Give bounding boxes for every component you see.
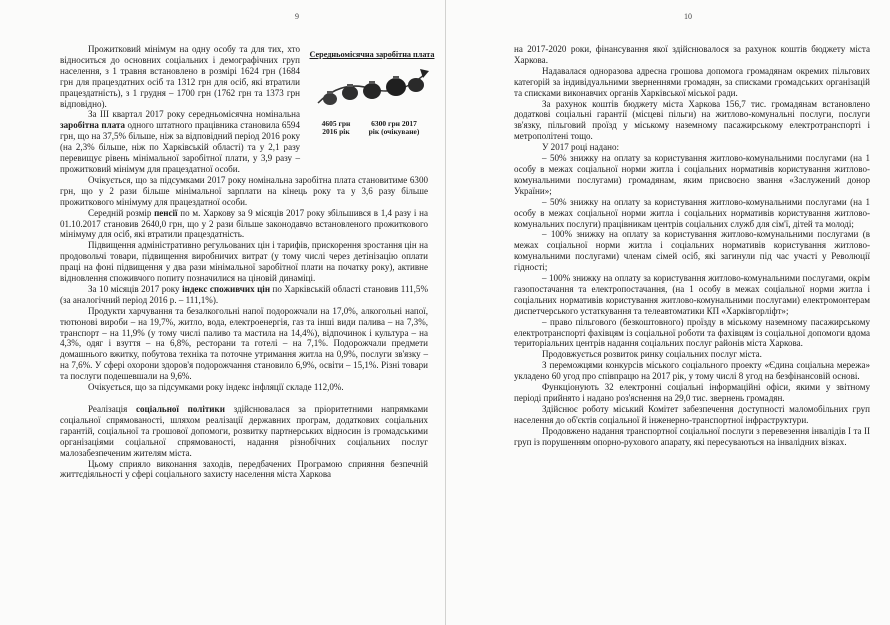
paragraph: У 2017 році надано: (542, 142, 620, 153)
paragraph: За ІІІ квартал 2017 року середньомісячна номінальна заробітна плата одного штатного працівника становила 6594 грн, що на 37,5% більше, ніж за відповідний період 2016 року (на 2,3% більше, ніж по Харківській області) та у 2,1 разу перевищує рівень мінімальної заробітної плати, у 3,9 разу – прожитковий мінімум для працездатної особи. (60, 109, 300, 174)
page-number: 10 (684, 12, 692, 21)
paragraph: За 10 місяців 2017 року індекс споживчих цін по Харківській області становив 111,5% (за аналогічний період 2016 р. – 111,1%). (60, 283, 428, 305)
paragraph: Функціонують 32 електронні соціальні інформаційні офіси, якими у звітному періоді прийнято і надано роз'яснення на 29,0 тис. звернень громадян. (514, 382, 870, 403)
list-item: – право пільгового (безкоштовного) проїзду в міському наземному пасажирському електротранспорті фахівцям із соціальної роботи та фахівцям із соціальної допомоги вдома територіальних центрів надання соціальних послуг районів міста Харкова. (514, 316, 870, 349)
paragraph: Реалізація соціальної політики здійснювалася за пріоритетними напрямками соціальної спрямованості, шляхом реалізації державних програм, додаткових соціальних гарантій, соціальної та грошової допомоги, розвитку партнерських відносин із громадськими організаціями соціальної спрямованості, надання різнобічних соціальних послуг малозабезпеченим жителям міста. (60, 404, 429, 458)
paragraph: Підвищення адміністративно регульованих цін і тарифів, прискорення зростання цін на продовольчі товари, підвищення виробничих витрат (у тому числі через детінізацію оплати праці на фоні підвищення у два рази мінімальної заробітної плати на початку року), активне відновлення споживчого попиту позначилися на ціновій динаміці. (60, 240, 428, 284)
paragraph: Очікується, що за підсумками 2017 року номінальна заробітна плата становитиме 6300 грн, що у 2 рази більше мінімальної зарплати на кінець року та у 3,6 разу більше прожиткового мінімуму для працездатної особи. (60, 174, 428, 207)
infographic-title: Середньомісячна заробітна плата (309, 50, 435, 59)
left-page-text (60, 44, 435, 480)
label-2016: 4605 грн 2016 рік (321, 119, 351, 137)
paragraph: Прожитковий мінімум на одну особу та для тих, хто відноситься до основних соціальних і демографічних груп населення, з 1 травня встановлено в розмірі 1624 грн (1684 грн для працездатних осіб та 1312 грн для осіб, які втратили працездатність), з 1 грудня – 1700 грн (1762 грн та 1373 грн відповідно). (60, 44, 300, 109)
paragraph: За рахунок коштів бюджету міста Харкова 156,7 тис. громадянам встановлено додаткові соціальні гарантії (місцеві пільги) на житлово-комунальні послуги, послуги зв'язку, пільговий проїзд у міському наземному пасажирському електротранспорті і метрополітені тощо. (514, 98, 870, 142)
page-number: 9 (295, 12, 299, 21)
paragraph: Продовжено надання транспортної соціальної послуги з перевезення інвалідів І та ІІ груп із порушенням опорно-рухового апарату, які пересуваються на інвалідних візках. (514, 425, 870, 447)
paragraph: З переможцями конкурсів міського соціального проекту «Єдина соціальна мережа» укладено 60 угод про співпрацю на 2017 рік, у тому числі 8 угод на безфінансовій основі. (514, 360, 870, 382)
paragraph: Надавалася одноразова адресна грошова допомога громадянам окремих пільгових категорій за індивідуальними зверненнями громадян, за списками громадських організацій та списками виконавчих органів Харківської міської ради. (514, 65, 870, 98)
right-page-text (514, 44, 870, 448)
list-item: – 100% знижку на оплату за користування житлово-комунальними послугами (в межах соціальної норми житла і соціальних нормативів користування житлово-комунальними послугами) членам сімей осіб, які загинули під час участі у Революції гідності; (514, 229, 870, 273)
paragraph: Продукти харчування та безалкогольні напої подорожчали на 17,0%, алкогольні напої, тютюнові вироби – на 19,7%, житло, вода, електроенергія, газ та інші види палива – на 7,3%, транспорт – на 11,9% (у тому числі паливо та мастила на 14,4%), відпочинок і культура – на 4,3%, одяг і взуття – на 6,8%, ресторани та готелі – на 7,1%. Подорожчали предмети домашнього вжитку, побутова техніка та поточне утримання житла на 0,9%, послуги зв'язку – на 7,6%. У сфері охорони здоров'я подорожчання становило 6,9%, освіти – 15,1%. Різні товари та послуги подешевшали на 9,6%. (60, 305, 428, 382)
money-bags-illustration (312, 61, 432, 107)
paragraph: Здійснює роботу міський Комітет забезпечення доступності маломобільних груп населення до об'єктів соціальної й інженерно-транспортної інфраструктури. (514, 403, 870, 425)
salary-infographic (308, 48, 436, 160)
paragraph: Середній розмір пенсії по м. Харкову за 9 місяців 2017 року збільшився в 1,4 разу і на 01.10.2017 становив 2640,0 грн, що у 2 рази більше законодавчо встановленого прожиткового мінімуму для осіб, які втратили працездатність. (60, 207, 428, 240)
paragraph: Очікується, що за підсумками року індекс інфляції складе 112,0%. (88, 382, 344, 393)
list-item: – 100% знижку на оплату за користування житлово-комунальними послугами, окрім газопостачання та електропостачання, (на 1 особу в межах соціальної норми житла і соціальних нормативів користування житлово-комунальними послугами) електромонтерам диспетчерського устаткування та телеавтоматики КП «Харківгорліфт»; (514, 273, 870, 316)
paragraph: Цьому сприяло виконання заходів, передбачених Програмою сприяння безпечній життєдіяльності у сфері соціального захисту населення міста Харкова (60, 458, 428, 480)
label-2017: 6300 грн 2017 рік (очікуване) (368, 119, 420, 137)
right-page (445, 0, 890, 625)
list-item: – 50% знижку на оплату за користування житлово-комунальними послугами (на 1 особу в межах соціальної норми житла і соціальних нормативів користування житлово-комунальними послугами) громадянам, яким присвоєно звання «Заслужений донор України»; (514, 153, 870, 196)
paragraph: на 2017-2020 роки, фінансування якої здійснювалося за рахунок коштів бюджету міста Харкова. (514, 44, 870, 65)
paragraph: Продовжується розвиток ринку соціальних послуг міста. (542, 349, 762, 360)
list-item: – 50% знижку на оплату за користування житлово-комунальними послугами (на 1 особу в межах соціальної норми житла і соціальних нормативів користування житлово-комунальних послуги) працівникам центрів соціальних служб для сім'ї, дітей та молоді; (514, 196, 870, 229)
